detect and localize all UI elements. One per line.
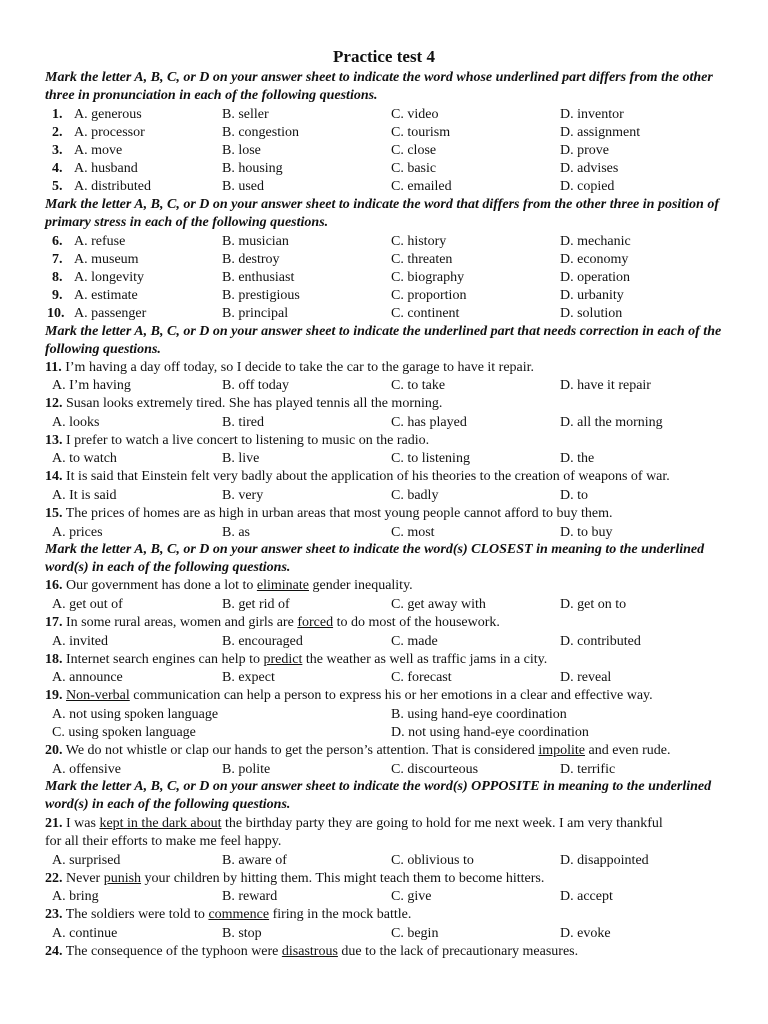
option-a[interactable]: A. longevity xyxy=(74,270,144,285)
option-d[interactable]: D. to buy xyxy=(560,525,613,540)
question-number: 3. xyxy=(52,143,63,158)
question-21-stem-line2: for all their efforts to make me feel happy. xyxy=(45,834,282,849)
question-18-options xyxy=(0,669,768,687)
option-c[interactable]: C. oblivious to xyxy=(391,853,474,868)
question-17-stem xyxy=(45,614,725,632)
option-b[interactable]: B. encouraged xyxy=(222,634,303,649)
option-b[interactable]: B. polite xyxy=(222,762,271,777)
stem-before: In some rural areas, women and girls are xyxy=(66,615,298,630)
option-a[interactable]: A. looks xyxy=(52,415,100,430)
question-17-options xyxy=(0,633,768,651)
option-c[interactable]: C. to take xyxy=(391,378,446,393)
option-a[interactable]: A. I’m having xyxy=(52,378,131,393)
instruction-error-correction: Mark the letter A, B, C, or D on your answer sheet to indicate the underlined part that needs correction in each of the following questions. xyxy=(45,324,722,357)
option-c[interactable]: C. proportion xyxy=(391,288,467,303)
option-d[interactable]: D. accept xyxy=(560,889,613,904)
stem-before: Never xyxy=(66,871,104,886)
option-c[interactable]: C. give xyxy=(391,889,432,904)
stem-after: gender inequality. xyxy=(309,578,413,593)
option-d[interactable]: D. mechanic xyxy=(560,234,631,249)
option-c[interactable]: C. biography xyxy=(391,270,465,285)
question-row xyxy=(0,178,768,196)
option-a[interactable]: A. move xyxy=(74,143,123,158)
question-number: 13. xyxy=(45,433,63,448)
question-number: 24. xyxy=(45,944,63,959)
option-d[interactable]: D. copied xyxy=(560,179,615,194)
option-d[interactable]: D. prove xyxy=(560,143,609,158)
question-15-options xyxy=(0,524,768,542)
option-a[interactable]: A. distributed xyxy=(74,179,151,194)
stem-before: I was xyxy=(66,816,100,831)
option-d[interactable]: D. to xyxy=(560,488,588,503)
option-a[interactable]: A. It is said xyxy=(52,488,117,503)
option-a[interactable]: A. continue xyxy=(52,926,118,941)
option-a[interactable]: A. announce xyxy=(52,670,123,685)
question-20-stem xyxy=(45,742,725,760)
instruction-opposite-meaning: Mark the letter A, B, C, or D on your answer sheet to indicate the word(s) OPPOSITE in meaning to the underlined word(s) in each of the following questions. xyxy=(45,779,712,812)
question-15-stem xyxy=(45,505,725,523)
option-c[interactable]: C. forecast xyxy=(391,670,452,685)
underlined-word: forced xyxy=(297,615,334,630)
question-number: 21. xyxy=(45,816,63,831)
option-d[interactable]: D. get on to xyxy=(560,597,627,612)
underlined-word: disastrous xyxy=(281,944,338,959)
question-row xyxy=(0,269,768,287)
question-23-stem xyxy=(45,906,725,924)
option-d[interactable]: D. disappointed xyxy=(560,853,649,868)
option-b[interactable]: B. housing xyxy=(222,161,283,176)
option-b[interactable]: B. as xyxy=(222,525,250,540)
question-text: Susan looks extremely tired. She has played tennis all the morning. xyxy=(66,396,443,411)
question-number: 12. xyxy=(45,396,63,411)
option-b[interactable]: B. prestigious xyxy=(222,288,300,303)
question-number: 9. xyxy=(52,288,63,303)
option-a[interactable]: A. get out of xyxy=(52,597,123,612)
stem-after: to do most of the housework. xyxy=(333,615,500,630)
option-d[interactable]: D. operation xyxy=(560,270,630,285)
option-d[interactable]: D. solution xyxy=(560,306,623,321)
option-b[interactable]: B. expect xyxy=(222,670,275,685)
option-a[interactable]: A. surprised xyxy=(52,853,121,868)
question-number: 1. xyxy=(52,107,63,122)
option-b[interactable]: B. reward xyxy=(222,889,278,904)
instruction-pronunciation: Mark the letter A, B, C, or D on your answer sheet to indicate the word whose underlined part differs from the other three in pronunciation in each of the following questions. xyxy=(45,70,713,103)
stem-after: firing in the mock battle. xyxy=(269,907,412,922)
option-c[interactable]: C. get away with xyxy=(391,597,486,612)
stem-after: communication can help a person to express his or her emotions in a clear and effective way. xyxy=(129,688,653,703)
option-d[interactable]: D. advises xyxy=(560,161,619,176)
question-number: 19. xyxy=(45,688,63,703)
underlined-word: Non-verbal xyxy=(66,688,130,703)
option-b[interactable]: B. destroy xyxy=(222,252,280,267)
question-number: 5. xyxy=(52,179,63,194)
option-a[interactable]: A. bring xyxy=(52,889,99,904)
question-21-options xyxy=(0,852,768,870)
question-14-stem xyxy=(45,468,725,486)
question-22-options xyxy=(0,888,768,906)
question-number: 7. xyxy=(52,252,63,267)
option-c[interactable]: C. has played xyxy=(391,415,467,430)
option-c[interactable]: C. made xyxy=(391,634,438,649)
instruction-closest-meaning: Mark the letter A, B, C, or D on your answer sheet to indicate the word(s) CLOSEST in meaning to the underlined word(s) in each of the following questions. xyxy=(45,542,705,575)
stem-after: the weather as well as traffic jams in a city. xyxy=(302,652,548,667)
question-text: It is said that Einstein felt very badly about the application of his theories to the creation of weapons of war. xyxy=(66,469,670,484)
option-a[interactable]: A. offensive xyxy=(52,762,121,777)
question-13-stem xyxy=(45,432,725,450)
question-row xyxy=(0,124,768,142)
option-a[interactable]: A. estimate xyxy=(74,288,138,303)
question-19-options-row1 xyxy=(0,706,768,724)
option-d[interactable]: D. assignment xyxy=(560,125,641,140)
question-24-stem xyxy=(45,943,725,961)
stem-after: due to the lack of precautionary measures. xyxy=(337,944,579,959)
question-11-options xyxy=(0,377,768,395)
option-b[interactable]: B. get rid of xyxy=(222,597,290,612)
option-d[interactable]: D. reveal xyxy=(560,670,612,685)
question-number: 14. xyxy=(45,469,63,484)
option-d[interactable]: D. urbanity xyxy=(560,288,624,303)
question-19-options-row2 xyxy=(0,724,768,742)
question-19-stem xyxy=(45,687,725,705)
stem-before: Internet search engines can help to xyxy=(66,652,264,667)
option-a[interactable]: A. to watch xyxy=(52,451,117,466)
question-number: 16. xyxy=(45,578,63,593)
stem-before: Our government has done a lot to xyxy=(66,578,257,593)
option-b[interactable]: B. enthusiast xyxy=(222,270,295,285)
option-d[interactable]: D. all the morning xyxy=(560,415,663,430)
option-c[interactable]: C. using spoken language xyxy=(52,725,196,740)
option-c[interactable]: C. discourteous xyxy=(391,762,479,777)
underlined-word: predict xyxy=(263,652,303,667)
question-22-stem xyxy=(45,870,725,888)
question-number: 23. xyxy=(45,907,63,922)
option-a[interactable]: A. refuse xyxy=(74,234,126,249)
question-18-stem xyxy=(45,651,725,669)
question-number: 4. xyxy=(52,161,63,176)
option-d[interactable]: D. the xyxy=(560,451,595,466)
underlined-word: commence xyxy=(208,907,270,922)
question-row xyxy=(0,233,768,251)
option-c[interactable]: C. most xyxy=(391,525,435,540)
underlined-word: eliminate xyxy=(256,578,309,593)
question-row xyxy=(0,142,768,160)
option-a[interactable]: A. generous xyxy=(74,107,142,122)
question-12-stem xyxy=(45,395,725,413)
page-title: Practice test 4 xyxy=(333,47,435,66)
option-b[interactable]: B. aware of xyxy=(222,853,287,868)
question-row xyxy=(0,251,768,269)
option-c[interactable]: C. close xyxy=(391,143,437,158)
option-a[interactable]: A. passenger xyxy=(74,306,147,321)
option-b[interactable]: B. congestion xyxy=(222,125,299,140)
underlined-word: punish xyxy=(103,871,142,886)
question-number: 10. xyxy=(47,306,65,321)
question-11-stem xyxy=(45,359,725,377)
question-number: 8. xyxy=(52,270,63,285)
question-13-options xyxy=(0,450,768,468)
question-number: 15. xyxy=(45,506,63,521)
question-20-options xyxy=(0,761,768,779)
option-b[interactable]: B. stop xyxy=(222,926,262,941)
option-c[interactable]: C. history xyxy=(391,234,447,249)
option-c[interactable]: C. basic xyxy=(391,161,437,176)
question-number: 20. xyxy=(45,743,63,758)
question-row xyxy=(0,160,768,178)
option-b[interactable]: B. used xyxy=(222,179,264,194)
question-number: 22. xyxy=(45,871,63,886)
question-21-stem xyxy=(45,815,725,833)
option-b[interactable]: B. off today xyxy=(222,378,290,393)
option-c[interactable]: C. to listening xyxy=(391,451,470,466)
option-a[interactable]: A. husband xyxy=(74,161,138,176)
question-number: 17. xyxy=(45,615,63,630)
question-16-options xyxy=(0,596,768,614)
option-a[interactable]: A. museum xyxy=(74,252,139,267)
option-c[interactable]: C. emailed xyxy=(391,179,452,194)
stem-before: The soldiers were told to xyxy=(65,907,209,922)
option-d[interactable]: D. contributed xyxy=(560,634,641,649)
stem-before: The consequence of the typhoon were xyxy=(65,944,282,959)
option-a[interactable]: A. not using spoken language xyxy=(52,707,219,722)
option-b[interactable]: B. lose xyxy=(222,143,261,158)
stem-before: We do not whistle or clap our hands to get the person’s attention. That is considered xyxy=(65,743,539,758)
option-d[interactable]: D. economy xyxy=(560,252,629,267)
option-b[interactable]: B. using hand-eye coordination xyxy=(391,707,567,722)
option-c[interactable]: C. begin xyxy=(391,926,439,941)
question-number: 18. xyxy=(45,652,63,667)
question-row xyxy=(0,305,768,323)
underlined-word: kept in the dark about xyxy=(99,816,222,831)
stem-after: your children by hitting them. This might teach them to become hitters. xyxy=(141,871,545,886)
option-d[interactable]: D. not using hand-eye coordination xyxy=(391,725,589,740)
option-d[interactable]: D. have it repair xyxy=(560,378,651,393)
stem-after: the birthday party they are going to hold for me next week. I am very thankful xyxy=(221,816,663,831)
question-23-options xyxy=(0,925,768,943)
question-text: The prices of homes are as high in urban areas that most young people cannot afford to buy them. xyxy=(65,506,613,521)
underlined-word: impolite xyxy=(538,743,585,758)
stem-after: and even rude. xyxy=(585,743,671,758)
option-b[interactable]: B. tired xyxy=(222,415,264,430)
question-number: 11. xyxy=(45,360,62,375)
option-c[interactable]: C. badly xyxy=(391,488,439,503)
option-a[interactable]: A. invited xyxy=(52,634,108,649)
option-a[interactable]: A. prices xyxy=(52,525,103,540)
question-row xyxy=(0,287,768,305)
question-16-stem xyxy=(45,577,725,595)
option-a[interactable]: A. processor xyxy=(74,125,145,140)
question-text: I’m having a day off today, so I decide to take the car to the garage to have it repair. xyxy=(65,360,535,375)
option-d[interactable]: D. evoke xyxy=(560,926,611,941)
instruction-stress: Mark the letter A, B, C, or D on your answer sheet to indicate the word that differs from the other three in position of primary stress in each of the following questions. xyxy=(45,197,720,230)
option-d[interactable]: D. inventor xyxy=(560,107,624,122)
question-14-options xyxy=(0,487,768,505)
option-b[interactable]: B. musician xyxy=(222,234,289,249)
option-b[interactable]: B. seller xyxy=(222,107,269,122)
question-number: 6. xyxy=(52,234,63,249)
question-number: 2. xyxy=(52,125,63,140)
option-c[interactable]: C. continent xyxy=(391,306,460,321)
option-b[interactable]: B. very xyxy=(222,488,264,503)
option-c[interactable]: C. threaten xyxy=(391,252,453,267)
option-b[interactable]: B. live xyxy=(222,451,260,466)
option-b[interactable]: B. principal xyxy=(222,306,289,321)
question-12-options xyxy=(0,414,768,432)
option-d[interactable]: D. terrific xyxy=(560,762,616,777)
option-c[interactable]: C. tourism xyxy=(391,125,451,140)
option-c[interactable]: C. video xyxy=(391,107,439,122)
question-text: I prefer to watch a live concert to listening to music on the radio. xyxy=(66,433,430,448)
question-row xyxy=(0,106,768,124)
